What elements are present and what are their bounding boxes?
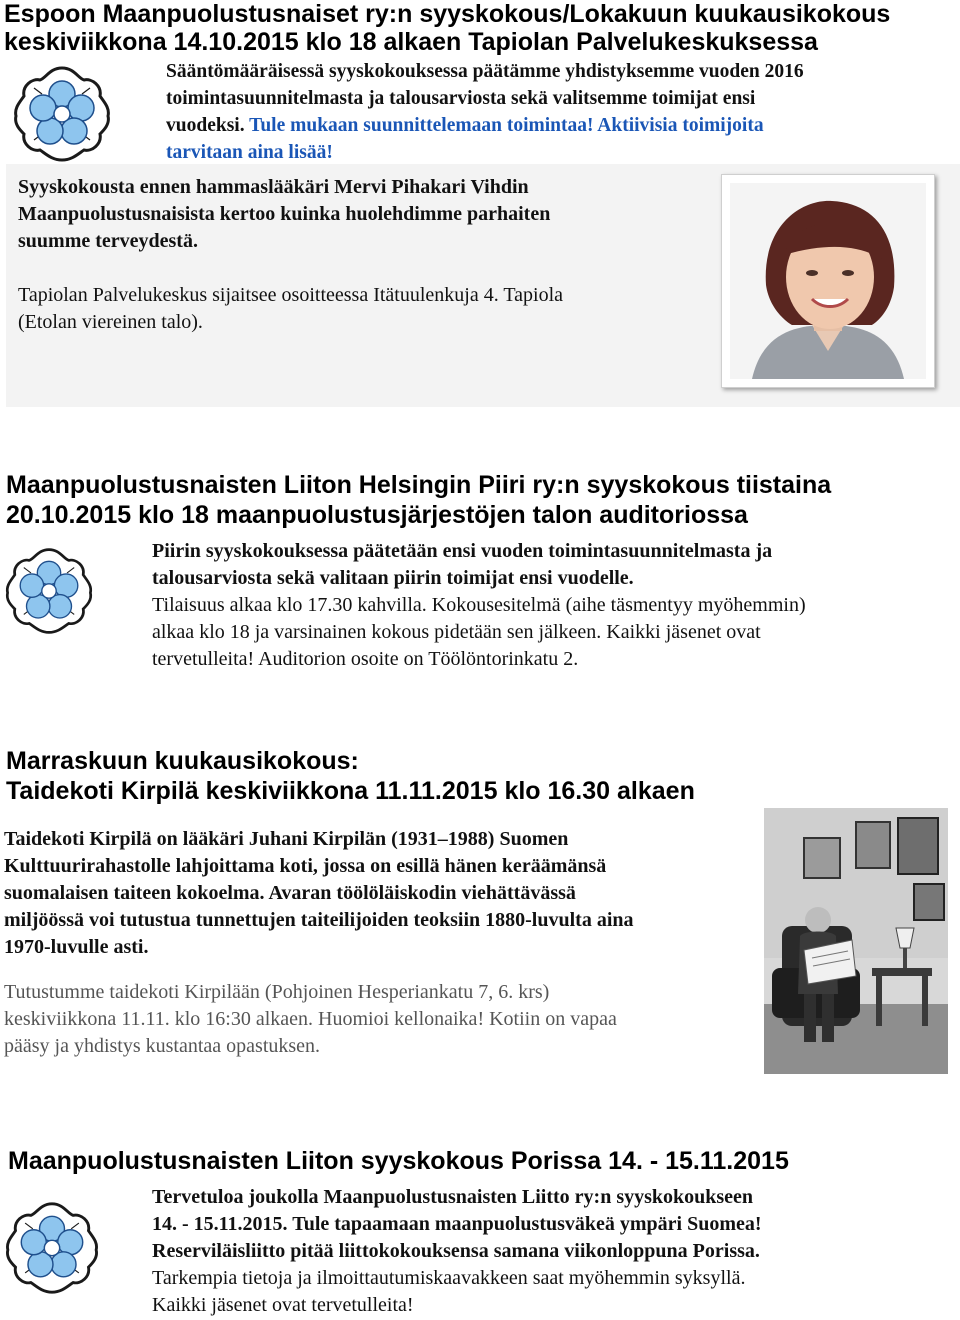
section-2-heading-line-1: Maanpuolustusnaisten Liiton Helsingin Piiri ry:n syyskokous tiistaina xyxy=(6,471,832,499)
section-4-body xyxy=(152,1184,952,1319)
body-line: Piirin syyskokouksessa päätetään ensi vuoden toimintasuunnitelmasta ja xyxy=(152,540,773,562)
body-line: tervetulleita! Auditorion osoite on Töölöntorinkatu 2. xyxy=(152,648,579,670)
intro-line: Tule mukaan suunnittelemaan toimintaa! Aktiivisia toimijoita xyxy=(249,115,764,136)
body-line: Kulttuurirahastolle lahjoittama koti, jossa on esillä hänen keräämänsä xyxy=(4,855,607,877)
speaker-text xyxy=(18,174,698,336)
body-line: keskiviikkona 11.11. klo 16:30 alkaen. Huomioi kellonaika! Kotiin on vapaa xyxy=(4,1008,617,1030)
section-3-heading-line-2: Taidekoti Kirpilä keskiviikkona 11.11.2015 klo 16.30 alkaen xyxy=(6,777,695,805)
speaker-line: Maanpuolustusnaisista kertoo kuinka huolehdimme parhaiten xyxy=(18,203,551,225)
forget-me-not-emblem-icon xyxy=(4,1200,100,1296)
section-1-intro xyxy=(166,58,946,166)
section-3-heading-line-1: Marraskuun kuukausikokous: xyxy=(6,747,359,775)
body-line: Tutustumme taidekoti Kirpilään (Pohjoinen Hesperiankatu 7, 6. krs) xyxy=(4,981,550,1003)
intro-line: toimintasuunnitelmasta ja talousarviosta sekä valitsemme toimijat ensi xyxy=(166,88,756,109)
section-2-heading xyxy=(6,470,956,530)
address-line: (Etolan viereinen talo). xyxy=(18,311,203,333)
interior-photo xyxy=(764,808,948,1074)
body-line: Tervetuloa joukolla Maanpuolustusnaisten Liitto ry:n syyskokoukseen xyxy=(152,1186,754,1208)
section-2-body xyxy=(152,538,952,673)
body-line: talousarviosta sekä valitaan piirin toimijat ensi vuodelle. xyxy=(152,567,634,589)
forget-me-not-emblem-icon xyxy=(4,546,94,636)
portrait-photo xyxy=(721,174,935,388)
section-1-heading xyxy=(4,0,954,56)
speaker-line: Syyskokousta ennen hammaslääkäri Mervi Pihakari Vihdin xyxy=(18,176,529,198)
body-line: pääsy ja yhdistys kustantaa opastuksen. xyxy=(4,1035,321,1057)
section-2-heading-line-2: 20.10.2015 klo 18 maanpuolustusjärjestöjen talon auditoriossa xyxy=(6,501,748,529)
address-line: Tapiolan Palvelukeskus sijaitsee osoitteessa Itätuulenkuja 4. Tapiola xyxy=(18,284,564,306)
section-1-heading-line-2: keskiviikkona 14.10.2015 klo 18 alkaen Tapiolan Palvelukeskuksessa xyxy=(4,28,818,56)
body-line: Taidekoti Kirpilä on lääkäri Juhani Kirpilän (1931–1988) Suomen xyxy=(4,828,569,850)
body-line: Kaikki jäsenet ovat tervetulleita! xyxy=(152,1294,414,1316)
intro-line: tarvitaan aina lisää! xyxy=(166,142,333,163)
section-4-heading xyxy=(8,1146,958,1176)
intro-line: Sääntömääräisessä syyskokouksessa päätämme yhdistyksemme vuoden 2016 xyxy=(166,61,804,82)
section-1-heading-line-1: Espoon Maanpuolustusnaiset ry:n syyskokous/Lokakuun kuukausikokous xyxy=(4,0,891,28)
body-line: 1970-luvulle asti. xyxy=(4,936,149,958)
intro-line: vuodeksi. xyxy=(166,115,245,136)
speaker-line: suumme terveydestä. xyxy=(18,230,198,252)
body-line: Reserviläisliitto pitää liittokokouksensa samana viikonloppuna Porissa. xyxy=(152,1240,760,1262)
section-4-heading-text: Maanpuolustusnaisten Liiton syyskokous Porissa 14. - 15.11.2015 xyxy=(8,1147,789,1175)
intro-line-combined xyxy=(166,112,946,139)
body-line: suomalaisen taiteen kokoelma. Avaran töölöläiskodin viehättävässä xyxy=(4,882,576,904)
body-line: alkaa klo 18 ja varsinainen kokous pidetään sen jälkeen. Kaikki jäsenet ovat xyxy=(152,621,761,643)
forget-me-not-emblem-icon xyxy=(12,64,112,164)
section-3-heading xyxy=(6,746,956,806)
section-3-body xyxy=(4,826,754,1060)
body-line: Tilaisuus alkaa klo 17.30 kahvilla. Kokousesitelmä (aihe täsmentyy myöhemmin) xyxy=(152,594,806,616)
body-line: Tarkempia tietoja ja ilmoittautumiskaavakkeen saat myöhemmin syksyllä. xyxy=(152,1267,746,1289)
body-line: 14. - 15.11.2015. Tule tapaamaan maanpuolustusväkeä ympäri Suomea! xyxy=(152,1213,762,1235)
body-line: miljöössä voi tutustua tunnettujen taiteilijoiden teoksiin 1880-luvulta aina xyxy=(4,909,634,931)
